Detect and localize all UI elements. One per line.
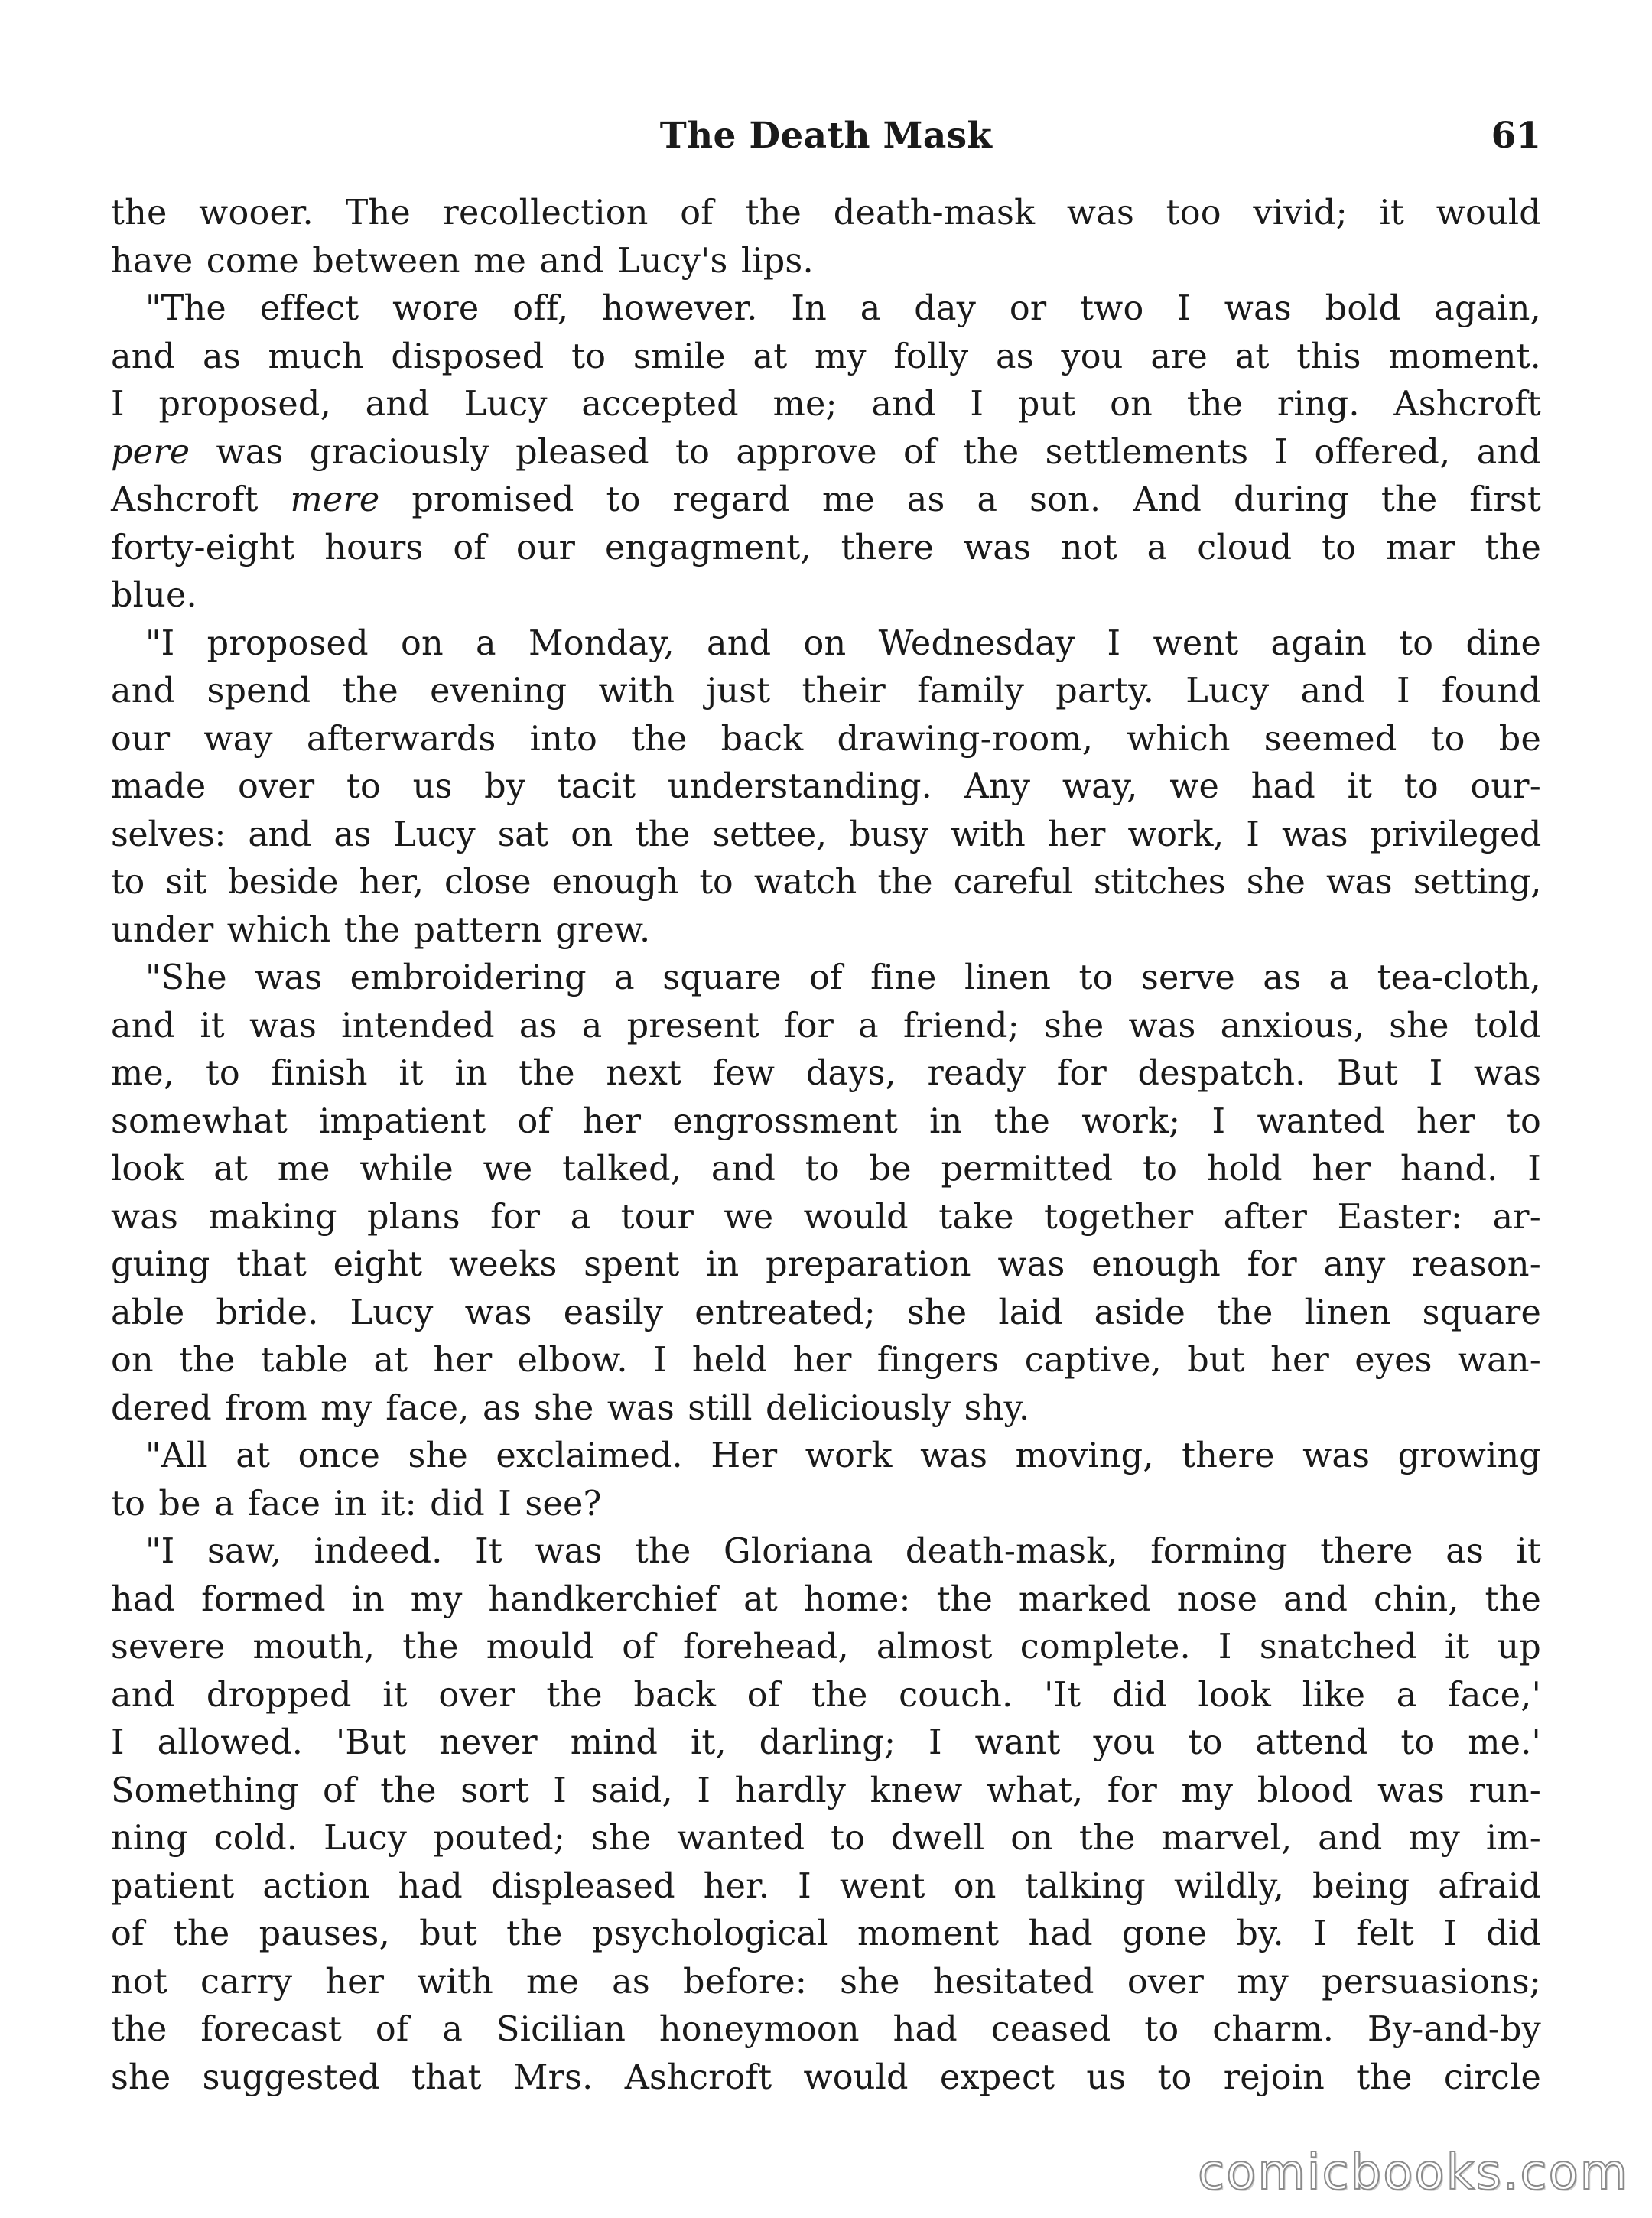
text-line: of the pauses, but the psychological moment had gone by. I felt I did xyxy=(111,1914,1541,1953)
text-line: ning cold. Lucy pouted; she wanted to dwell on the marvel, and my im- xyxy=(111,1819,1541,1858)
text-line: blue. xyxy=(111,576,197,615)
italic-word: pere xyxy=(111,432,190,472)
text-line: I proposed, and Lucy accepted me; and I put on the ring. Ashcroft xyxy=(111,385,1541,424)
text-line: look at me while we talked, and to be permitted to hold her hand. I xyxy=(111,1150,1541,1189)
text-line: "She was embroidering a square of fine linen to serve as a tea-cloth, xyxy=(145,958,1541,997)
text-line: able bride. Lucy was easily entreated; she laid aside the linen square xyxy=(111,1293,1541,1332)
text-line: me, to finish it in the next few days, ready for despatch. But I was xyxy=(111,1054,1541,1093)
text-line: and it was intended as a present for a friend; she was anxious, she told xyxy=(111,1006,1541,1046)
text-line: not carry her with me as before: she hesitated over my persuasions; xyxy=(111,1962,1541,2002)
text-line: "I proposed on a Monday, and on Wednesday I went again to dine xyxy=(145,623,1541,663)
text-line: had formed in my handkerchief at home: the marked nose and chin, the xyxy=(111,1579,1541,1619)
text-line-with-italic: pere was graciously pleased to approve of the settlements I offered, and xyxy=(111,432,1541,472)
text-line: I allowed. 'But never mind it, darling; I want you to attend to me.' xyxy=(111,1723,1541,1762)
text-line: and spend the evening with just their family party. Lucy and I found xyxy=(111,672,1541,711)
text-line: to be a face in it: did I see? xyxy=(111,1484,602,1524)
running-head xyxy=(111,115,1541,168)
text-line: patient action had displeased her. I went on talking wildly, being afraid xyxy=(111,1866,1541,1906)
text-line: severe mouth, the mould of forehead, almost complete. I snatched it up xyxy=(111,1628,1541,1667)
text-line: selves: and as Lucy sat on the settee, busy with her work, I was privileged xyxy=(111,815,1541,854)
text-line: and dropped it over the back of the couch. 'It did look like a face,' xyxy=(111,1675,1541,1715)
text-line: she suggested that Mrs. Ashcroft would expect us to rejoin the circle xyxy=(111,2057,1541,2097)
text-line: made over to us by tacit understanding. Any way, we had it to our- xyxy=(111,767,1541,806)
text-line: forty-eight hours of our engagment, there was not a cloud to mar the xyxy=(111,528,1541,568)
text-line: "I saw, indeed. It was the Gloriana death-mask, forming there as it xyxy=(145,1532,1541,1571)
running-title: The Death Mask xyxy=(659,115,993,157)
text-line: dered from my face, as she was still deliciously shy. xyxy=(111,1388,1030,1428)
text-line: Something of the sort I said, I hardly knew what, for my blood was run- xyxy=(111,1771,1541,1810)
text-line: the forecast of a Sicilian honeymoon had ceased to charm. By-and-by xyxy=(111,2010,1541,2049)
italic-word: mere xyxy=(290,480,380,519)
text-line: "All at once she exclaimed. Her work was moving, there was growing xyxy=(145,1436,1541,1475)
text-line-with-italic: Ashcroft mere promised to regard me as a son. And during the first xyxy=(111,480,1541,519)
text-line: somewhat impatient of her engrossment in the work; I wanted her to xyxy=(111,1101,1541,1141)
text-line: the wooer. The recollection of the death-mask was too vivid; it would xyxy=(111,194,1541,233)
text-line: under which the pattern grew. xyxy=(111,910,651,950)
text-line: and as much disposed to smile at my folly as you are at this moment. xyxy=(111,337,1541,376)
watermark-logo: comicbooks.com xyxy=(1197,2145,1629,2201)
text-line: have come between me and Lucy's lips. xyxy=(111,241,814,281)
text-line: "The effect wore off, however. In a day or two I was bold again, xyxy=(145,289,1541,328)
body-text xyxy=(111,190,1541,2102)
text-line: on the table at her elbow. I held her fingers captive, but her eyes wan- xyxy=(111,1341,1541,1380)
text-line: to sit beside her, close enough to watch the careful stitches she was setting, xyxy=(111,863,1541,902)
text-line: guing that eight weeks spent in preparation was enough for any reason- xyxy=(111,1245,1541,1284)
text-line: our way afterwards into the back drawing-room, which seemed to be xyxy=(111,719,1541,759)
page-number: 61 xyxy=(1491,115,1541,157)
text-line: was making plans for a tour we would take together after Easter: ar- xyxy=(111,1197,1541,1237)
